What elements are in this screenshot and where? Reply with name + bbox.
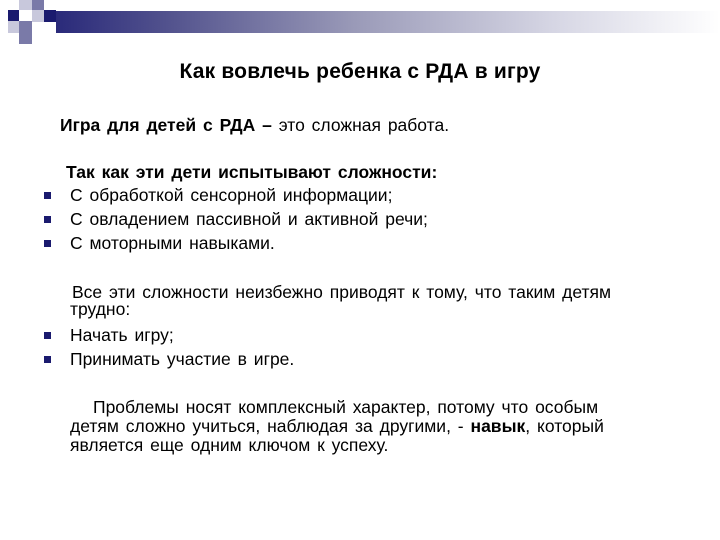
bullet-icon — [44, 332, 51, 339]
conclusion-line: Проблемы носят комплексный характер, потому что особым — [93, 397, 599, 417]
intro-rest: это сложная работа. — [271, 115, 450, 135]
intro-line — [60, 115, 449, 136]
list-item: С моторными навыками. — [70, 233, 275, 253]
deco-square — [8, 21, 19, 33]
deco-square — [19, 0, 32, 10]
deco-square — [32, 0, 44, 10]
bullet-icon — [44, 216, 51, 223]
conclusion-line: является еще одним ключом к успеху. — [70, 435, 389, 455]
conclusion-bold: навык — [463, 416, 526, 436]
consequences-line: Все эти сложности неизбежно приводят к тому, что таким детям — [72, 282, 612, 302]
deco-square — [44, 10, 56, 22]
deco-square — [32, 10, 44, 22]
bullet-icon — [44, 192, 51, 199]
deco-square — [8, 10, 19, 21]
list-item: Принимать участие в игре. — [70, 349, 295, 369]
list-item: С овладением пассивной и активной речи; — [70, 209, 428, 229]
list-item: Начать игру; — [70, 325, 174, 345]
conclusion-text: , который — [525, 416, 604, 436]
header-gradient-bar — [56, 11, 720, 33]
conclusion-text: детям сложно учиться, наблюдая за другими, - — [70, 416, 464, 436]
difficulties-heading: Так как эти дети испытывают сложности: — [66, 162, 438, 182]
bullet-icon — [44, 240, 51, 247]
slide-title: Как вовлечь ребенка с РДА в игру — [179, 60, 541, 83]
deco-square — [19, 21, 32, 33]
consequences-line: трудно: — [70, 299, 131, 319]
list-item: С обработкой сенсорной информации; — [70, 185, 393, 205]
deco-square — [19, 33, 32, 44]
bullet-icon — [44, 356, 51, 363]
conclusion-line — [70, 416, 604, 437]
header-decoration — [0, 0, 720, 44]
intro-bold: Игра для детей с РДА – — [60, 115, 272, 135]
